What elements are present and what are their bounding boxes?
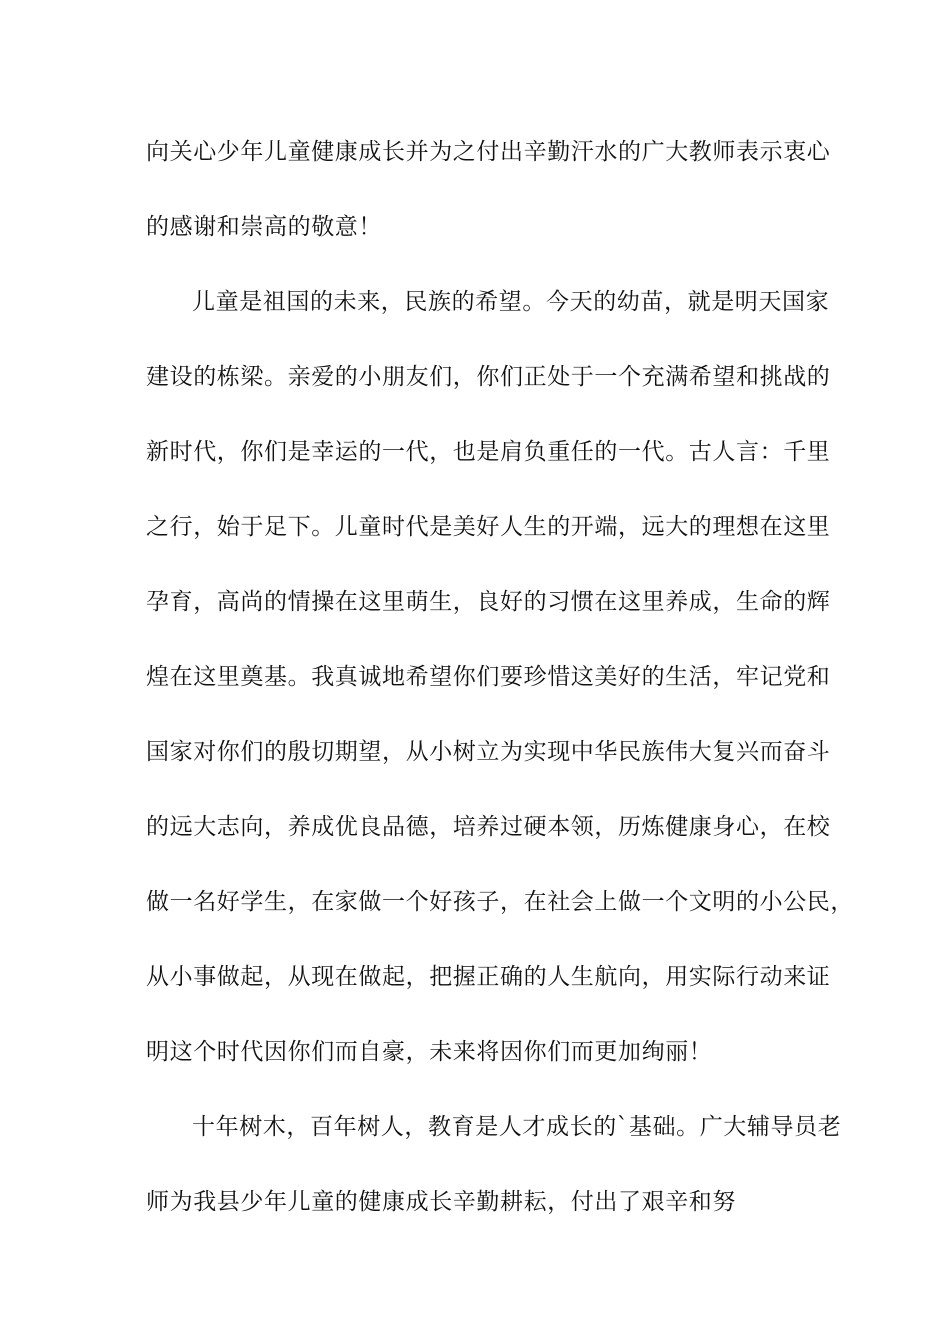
body-text-line: 做一名好学生，在家做一个好孩子，在社会上做一个文明的小公民， — [146, 889, 854, 915]
body-text-line: 的感谢和崇高的敬意！ — [146, 214, 382, 240]
body-text-line: 国家对你们的殷切期望，从小树立为实现中华民族伟大复兴而奋斗 — [146, 739, 831, 765]
body-text-line: 从小事做起，从现在做起，把握正确的人生航向，用实际行动来证 — [146, 964, 831, 990]
body-text-line: 孕育，高尚的情操在这里萌生，良好的习惯在这里养成，生命的辉 — [146, 589, 831, 615]
body-text-line: 师为我县少年儿童的健康成长辛勤耕耘，付出了艰辛和努 — [146, 1189, 736, 1215]
paragraph-start-line: 儿童是祖国的未来，民族的希望。今天的幼苗，就是明天国家 — [192, 289, 830, 315]
paragraph-start-line: 十年树木，百年树人，教育是人才成长的`基础。广大辅导员老 — [192, 1114, 842, 1140]
body-text-line: 建设的栋梁。亲爱的小朋友们，你们正处于一个充满希望和挑战的 — [146, 364, 831, 390]
body-text-line: 煌在这里奠基。我真诚地希望你们要珍惜这美好的生活，牢记党和 — [146, 664, 831, 690]
body-text-line: 向关心少年儿童健康成长并为之付出辛勤汗水的广大教师表示衷心 — [146, 139, 831, 165]
body-text-line: 的远大志向，养成优良品德，培养过硬本领，历炼健康身心，在校 — [146, 814, 831, 840]
body-text-line: 新时代，你们是幸运的一代，也是肩负重任的一代。古人言：千里 — [146, 439, 831, 465]
body-text-line: 之行，始于足下。儿童时代是美好人生的开端，远大的理想在这里 — [146, 514, 831, 540]
body-text-line: 明这个时代因你们而自豪，未来将因你们而更加绚丽！ — [146, 1039, 713, 1065]
